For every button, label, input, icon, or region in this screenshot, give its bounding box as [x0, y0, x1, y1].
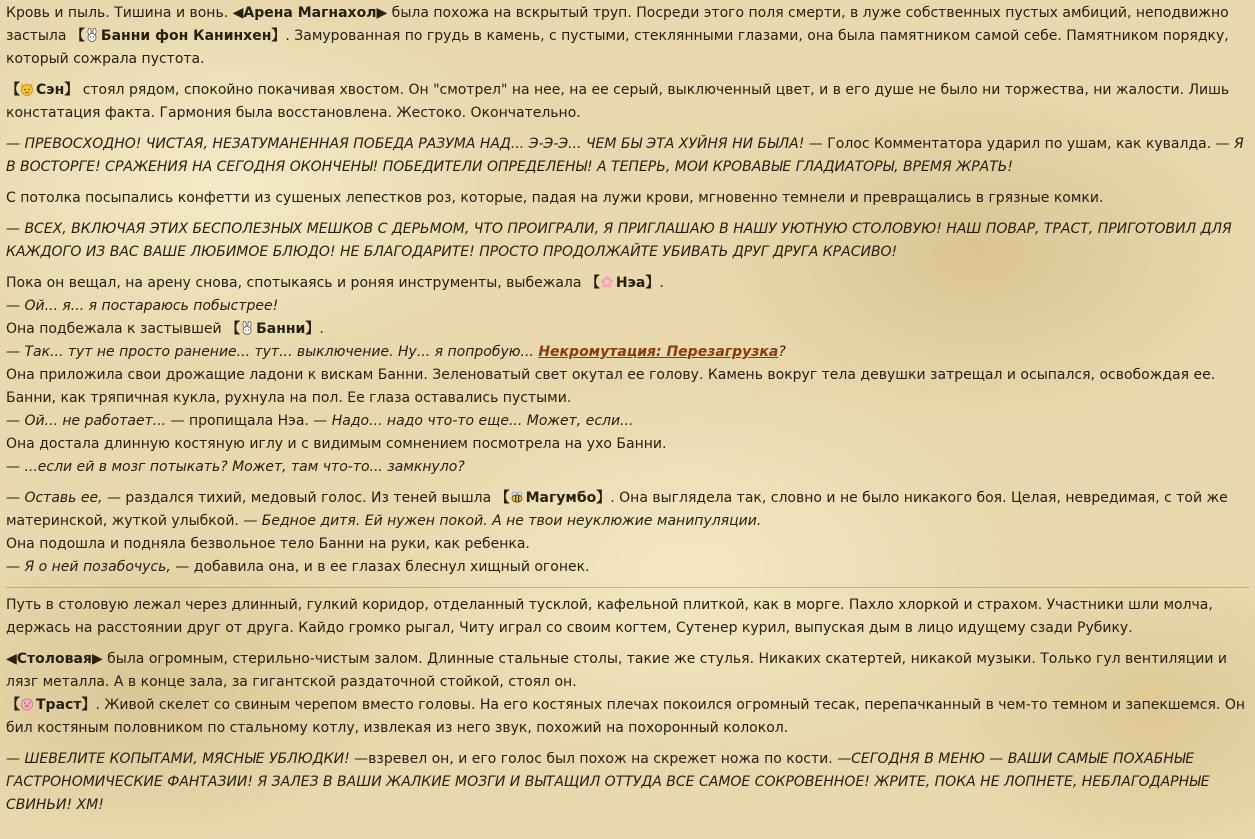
line-nea-arrives: Пока он вещал, на арену снова, спотыкаясь и роняя инструменты, выбежала 【 Нэа】. — [6, 275, 664, 291]
pig-face-icon — [20, 697, 34, 711]
paragraph-sen: 【 Сэн】 стоял рядом, спокойно покачивая хвостом. Он "смотрел" на нее, на ее серый, выключенный цвет, и в его душе не было ни торжества, ни жалости. Лишь констатация факта. Гармония была восстановлена. Жестоко. Окончательно. — [6, 82, 1230, 121]
rabbit-icon — [240, 321, 254, 335]
line-magumbo-arrives: — Оставь ее, — раздался тихий, медовый голос. Из теней вышла 【 Магумбо】. Она выглядела так, словно и не было никакого боя. Целая, невредимая, с той же материнской, жуткой улыбкой. — Бедное дитя. Ей нужен покой. А не твои неуклюжие манипуляции. — [6, 490, 1228, 529]
location-canteen: ◀Столовая▶ — [6, 651, 103, 667]
line-nea-heal: Она приложила свои дрожащие ладони к вискам Банни. Зеленоватый свет окутал ее голову. Камень вокруг тела девушки затрещал и осыпался, освобождая ее. Банни, как тряпичная кукла, рухнула на пол. Ее глаза оставались пустыми. — [6, 367, 1216, 406]
paragraph-confetti: С потолка посыпались конфетти из сушеных лепестков роз, которые, падая на лужи крови, мгновенно темнели и превращались в грязные комки. — [6, 190, 1104, 206]
character-tag-bunny: 【 Банни фон Канинхен】 — [70, 28, 286, 44]
line-magumbo-2: — Я о ней позабочусь, — добавила она, и в ее глазах блеснул хищный огонек. — [6, 559, 590, 575]
paragraph-canteen: ◀Столовая▶ была огромным, стерильно-чистым залом. Длинные стальные столы, такие же стулья. Никаких скатертей, никакой музыки. Только гул вентиляции и лязг металла. А в конце зала, за гигантской раздаточной стойкой, стоял он. 【 Траст】. Живой скелет со свиным черепом вместо головы. На его костяных плечах покоился огромный тесак, перепачканный в чем-то темном и запекшемся. Он бил костяным половником по стальному котлу, извлекая из него звук, похожий на похоронный колокол. — [6, 651, 1245, 736]
line-nea-4: — ...если ей в мозг потыкать? Может, там что-то... замкнуло? — [6, 459, 465, 475]
section-divider — [6, 587, 1249, 588]
cat-face-icon — [20, 82, 34, 96]
line-nea-2: — Так... тут не просто ранение... тут... выключение. Ну... я попробую... Некромутация: Перезагрузка? — [6, 344, 786, 360]
line-nea-3: — Ой... не работает... — пропищала Нэа. — Надо... надо что-то еще... Может, если... — [6, 413, 634, 429]
line-magumbo-lifts: Она подошла и подняла безвольное тело Банни на руки, как ребенка. — [6, 536, 530, 552]
line-nea-needle: Она достала длинную костяную иглу и с видимым сомнением посмотрела на ухо Банни. — [6, 436, 667, 452]
character-tag-magumbo: 【 Магумбо】 — [495, 490, 611, 506]
character-tag-nea: 【 Нэа】 — [585, 275, 660, 291]
character-tag-bunny-2: 【 Банни】 — [226, 321, 320, 337]
bee-icon — [510, 490, 524, 504]
character-tag-trast: 【 Траст】 — [6, 697, 96, 713]
line-nea-runs: Она подбежала к застывшей 【 Банни】. — [6, 321, 324, 337]
paragraph-trast-speech: — ШЕВЕЛИТЕ КОПЫТАМИ, МЯСНЫЕ УБЛЮДКИ! —взревел он, и его голос был похож на скрежет ножа по кости. —СЕГОДНЯ В МЕНЮ — ВАШИ САМЫЕ ПОХАБНЫЕ ГАСТРОНОМИЧЕСКИЕ ФАНТАЗИИ! Я ЗАЛЕЗ В ВАШИ ЖАЛКИЕ МОЗГИ И ВЫТАЩИЛ ОТТУДА ВСЕ САМОЕ СОКРОВЕННОЕ! ЖРИТЕ, ПОКА НЕ ЛОПНЕТЕ, НЕБЛАГОДАРНЫЕ СВИНЬИ! ХМ! — [6, 751, 1210, 813]
paragraph-commentator-2: — ВСЕХ, ВКЛЮЧАЯ ЭТИХ БЕСПОЛЕЗНЫХ МЕШКОВ С ДЕРЬМОМ, ЧТО ПРОИГРАЛИ, Я ПРИГЛАШАЮ В НАШУ УЮТНУЮ СТОЛОВУЮ! НАШ ПОВАР, ТРАСТ, ПРИГОТОВИЛ ДЛЯ КАЖДОГО ИЗ ВАС ВАШЕ ЛЮБИМОЕ БЛЮДО! НЕ БЛАГОДАРИТЕ! ПРОСТО ПРОДОЛЖАЙТЕ УБИВАТЬ ДРУГ ДРУГА КРАСИВО! — [6, 221, 1232, 260]
skill-link-necromutation[interactable]: Некромутация: Перезагрузка — [538, 344, 779, 360]
rabbit-icon — [85, 28, 99, 42]
paragraph-arena: Кровь и пыль. Тишина и вонь. ◀Арена Магнахол▶ была похожа на вскрытый труп. Посреди этого поля смерти, в луже собственных пустых амбиций, неподвижно застыла 【 Банни фон Канинхен】. Замурованная по грудь в камень, с пустыми, стеклянными глазами, она была памятником самой себе. Памятником порядку, который сожрала пустота. — [6, 5, 1229, 67]
line-nea-1: — Ой... я... я постараюсь побыстрее! — [6, 298, 279, 314]
character-tag-sen: 【 Сэн】 — [6, 82, 79, 98]
flower-icon — [600, 275, 614, 289]
location-arena: ◀Арена Магнахол▶ — [232, 5, 388, 21]
paragraph-commentator-1: — ПРЕВОСХОДНО! ЧИСТАЯ, НЕЗАТУМАНЕННАЯ ПОБЕДА РАЗУМА НАД... Э-Э-Э... ЧЕМ БЫ ЭТА ХУЙНЯ НИ БЫЛА! — Голос Комментатора ударил по ушам, как кувалда. — Я В ВОСТОРГЕ! СРАЖЕНИЯ НА СЕГОДНЯ ОКОНЧЕНЫ! ПОБЕДИТЕЛИ ОПРЕДЕЛЕНЫ! А ТЕПЕРЬ, МОИ КРОВАВЫЕ ГЛАДИАТОРЫ, ВРЕМЯ ЖРАТЬ! — [6, 136, 1244, 175]
paragraph-corridor: Путь в столовую лежал через длинный, гулкий коридор, отделанный тусклой, кафельной плиткой, как в морге. Пахло хлоркой и страхом. Участники шли молча, держась на расстоянии друг от друга. Кайдо громко рыгал, Читу играл со своим когтем, Сутенер курил, выпуская дым в лицо идущему сзади Рубику. — [6, 597, 1213, 636]
